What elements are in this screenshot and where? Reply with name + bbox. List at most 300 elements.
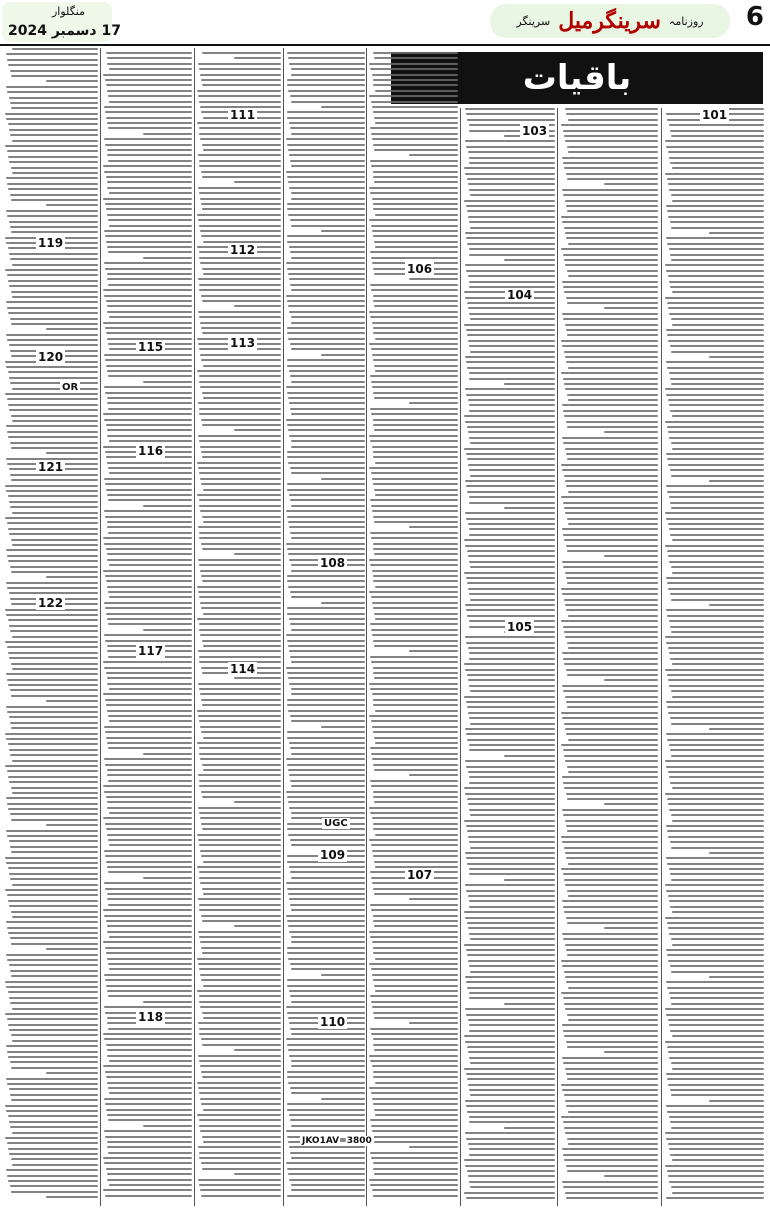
text-line xyxy=(10,1002,98,1004)
text-line xyxy=(567,1078,658,1080)
text-line xyxy=(103,1157,192,1159)
text-line xyxy=(566,1165,658,1167)
text-line xyxy=(375,958,458,960)
text-line xyxy=(291,198,365,200)
text-line xyxy=(465,976,555,978)
text-line xyxy=(468,307,555,309)
text-line xyxy=(709,1100,764,1102)
text-line xyxy=(201,359,281,361)
text-line xyxy=(103,693,192,695)
text-line xyxy=(667,954,764,956)
text-line xyxy=(109,440,192,442)
text-line xyxy=(287,144,365,146)
text-line xyxy=(372,198,458,200)
text-line xyxy=(374,429,458,431)
text-line xyxy=(287,731,365,733)
text-line xyxy=(604,431,658,433)
text-line xyxy=(8,404,98,406)
text-line xyxy=(109,1184,192,1186)
text-line xyxy=(670,378,764,380)
text-line xyxy=(289,370,365,372)
text-line xyxy=(103,817,192,819)
text-line xyxy=(565,480,658,482)
text-line xyxy=(9,873,98,875)
text-line xyxy=(200,198,281,200)
text-line xyxy=(565,140,658,142)
text-line xyxy=(103,165,192,167)
text-line xyxy=(46,452,98,454)
text-line xyxy=(203,1109,281,1111)
text-line xyxy=(470,194,555,196)
text-line xyxy=(106,489,192,491)
text-line xyxy=(289,246,365,248)
text-line xyxy=(291,165,365,167)
text-line xyxy=(6,177,98,179)
text-line xyxy=(566,733,658,735)
text-line xyxy=(567,766,658,768)
text-line xyxy=(107,1114,192,1116)
text-line xyxy=(286,510,365,512)
text-line xyxy=(668,399,764,401)
text-line xyxy=(203,1141,281,1143)
text-line xyxy=(672,696,764,698)
text-line xyxy=(373,451,459,453)
text-line xyxy=(104,791,192,793)
text-line xyxy=(291,909,365,911)
text-line xyxy=(369,591,458,593)
text-line xyxy=(288,893,365,895)
text-line xyxy=(12,1008,98,1010)
text-line xyxy=(103,785,192,787)
text-line xyxy=(374,801,458,803)
text-line xyxy=(665,1132,764,1134)
text-line xyxy=(107,122,192,124)
text-line xyxy=(200,1006,281,1008)
text-line xyxy=(9,253,98,255)
text-line xyxy=(288,677,365,679)
text-line xyxy=(469,1116,555,1118)
text-line xyxy=(106,985,192,987)
text-line xyxy=(566,669,658,671)
text-line xyxy=(372,882,458,884)
text-line xyxy=(104,419,192,421)
text-line xyxy=(291,968,365,970)
text-line xyxy=(107,1146,192,1148)
text-line xyxy=(669,189,764,191)
text-line xyxy=(7,339,98,341)
inline-fragment: JKO1AV=3800 xyxy=(302,1136,372,1146)
text-line xyxy=(9,533,98,535)
text-line xyxy=(143,629,193,631)
text-line xyxy=(200,570,281,572)
text-line xyxy=(288,397,365,399)
text-line xyxy=(370,127,458,129)
text-line xyxy=(105,327,192,329)
text-line xyxy=(563,626,658,628)
text-line xyxy=(468,151,555,153)
text-line xyxy=(370,1028,458,1030)
text-line xyxy=(466,453,555,455)
text-line xyxy=(562,933,658,935)
text-line xyxy=(467,550,555,552)
text-line xyxy=(6,210,98,212)
text-line xyxy=(669,776,764,778)
text-line xyxy=(290,408,365,410)
text-line xyxy=(6,954,98,956)
text-line xyxy=(109,225,192,227)
text-line xyxy=(668,307,764,309)
text-line xyxy=(372,1098,458,1100)
text-line xyxy=(288,769,365,771)
text-line xyxy=(567,890,658,892)
text-line xyxy=(667,367,764,369)
text-line xyxy=(604,927,658,929)
text-line xyxy=(9,1029,98,1031)
text-line xyxy=(106,1076,192,1078)
text-line xyxy=(375,338,458,340)
text-line xyxy=(197,990,281,992)
text-line xyxy=(291,693,365,695)
column-4 xyxy=(368,52,458,1206)
text-line xyxy=(201,451,281,453)
text-line xyxy=(104,510,192,512)
text-line xyxy=(198,435,281,437)
text-line xyxy=(670,658,764,660)
text-line xyxy=(464,820,555,822)
text-line xyxy=(105,235,192,237)
text-line xyxy=(287,456,365,458)
text-line xyxy=(143,257,193,259)
text-line xyxy=(197,1114,281,1116)
text-line xyxy=(372,1006,458,1008)
text-line xyxy=(199,284,281,286)
text-line xyxy=(234,553,281,555)
text-line xyxy=(670,841,764,843)
text-line xyxy=(202,920,281,922)
page-header xyxy=(0,0,770,46)
text-line xyxy=(567,550,658,552)
text-line xyxy=(372,1130,458,1132)
item-number: 108 xyxy=(320,556,346,570)
text-line xyxy=(199,780,281,782)
text-line xyxy=(467,739,555,741)
text-line xyxy=(103,661,192,663)
text-line xyxy=(666,146,764,148)
text-line xyxy=(669,1024,764,1026)
text-line xyxy=(670,1154,764,1156)
text-line xyxy=(467,830,555,832)
text-line xyxy=(671,631,764,633)
text-line xyxy=(565,944,658,946)
text-line xyxy=(12,668,98,670)
text-line xyxy=(373,419,459,421)
text-line xyxy=(9,905,98,907)
text-line xyxy=(566,981,658,983)
text-line xyxy=(567,1138,658,1140)
text-line xyxy=(373,1071,459,1073)
text-line xyxy=(106,861,192,863)
text-line xyxy=(465,421,555,423)
text-line xyxy=(198,898,281,900)
text-line xyxy=(564,167,658,169)
text-line xyxy=(665,1008,764,1010)
text-line xyxy=(565,760,658,762)
text-line xyxy=(286,634,365,636)
text-line xyxy=(370,1152,458,1154)
text-line xyxy=(374,553,458,555)
text-line xyxy=(469,469,555,471)
text-line xyxy=(709,852,764,854)
text-line xyxy=(287,176,365,178)
text-line xyxy=(106,548,192,550)
text-line xyxy=(107,278,192,280)
text-line xyxy=(108,591,192,593)
text-line xyxy=(107,1141,193,1143)
text-line xyxy=(667,426,764,428)
text-line xyxy=(291,413,365,415)
text-line xyxy=(202,1168,281,1170)
text-line xyxy=(466,113,555,115)
text-line xyxy=(504,259,555,261)
text-line xyxy=(375,246,458,248)
text-line xyxy=(372,726,458,728)
text-line xyxy=(290,284,365,286)
text-line xyxy=(369,467,458,469)
text-line xyxy=(669,652,764,654)
text-line xyxy=(291,936,365,938)
text-line xyxy=(672,167,764,169)
text-line xyxy=(108,780,192,782)
text-line xyxy=(504,507,555,509)
text-line xyxy=(286,386,365,388)
text-line xyxy=(106,332,192,334)
text-line xyxy=(467,615,555,617)
text-line xyxy=(10,194,98,196)
text-line xyxy=(562,900,658,902)
text-line xyxy=(290,715,365,717)
text-line xyxy=(467,706,555,708)
text-line xyxy=(561,248,658,250)
text-line xyxy=(108,467,192,469)
text-line xyxy=(568,647,658,649)
text-line xyxy=(467,426,555,428)
text-line xyxy=(469,404,555,406)
text-line xyxy=(469,749,555,751)
text-line xyxy=(466,1197,555,1199)
text-line xyxy=(370,440,458,442)
text-line xyxy=(202,828,281,830)
text-line xyxy=(373,79,459,81)
text-line xyxy=(290,1119,365,1121)
item-number: 101 xyxy=(702,108,728,122)
text-line xyxy=(288,521,365,523)
text-line xyxy=(561,124,658,126)
text-line xyxy=(105,979,192,981)
item-number: 115 xyxy=(138,340,164,354)
text-line xyxy=(291,1092,365,1094)
text-line xyxy=(565,728,658,730)
text-line xyxy=(9,501,98,503)
text-line xyxy=(468,431,555,433)
text-line xyxy=(467,243,555,245)
text-line xyxy=(143,1125,193,1127)
text-line xyxy=(563,162,658,164)
text-line xyxy=(467,863,555,865)
text-line xyxy=(291,720,365,722)
text-line xyxy=(202,52,281,54)
text-line xyxy=(107,990,192,992)
text-line xyxy=(108,1152,192,1154)
text-line xyxy=(564,475,658,477)
text-line xyxy=(567,426,658,428)
text-line xyxy=(287,84,365,86)
text-line xyxy=(291,322,365,324)
text-line xyxy=(466,577,555,579)
text-line xyxy=(199,995,281,997)
text-line xyxy=(287,699,365,701)
text-line xyxy=(370,499,458,501)
text-line xyxy=(566,949,658,951)
text-line xyxy=(670,254,764,256)
text-line xyxy=(234,57,281,59)
text-line xyxy=(466,825,555,827)
text-line xyxy=(290,871,365,873)
text-line xyxy=(670,1121,764,1123)
text-line xyxy=(669,404,764,406)
text-line xyxy=(709,604,764,606)
text-line xyxy=(11,415,98,417)
text-line xyxy=(562,717,658,719)
text-line xyxy=(104,354,192,356)
text-line xyxy=(563,534,658,536)
text-line xyxy=(370,936,458,938)
text-line xyxy=(198,715,281,717)
text-line xyxy=(287,672,365,674)
text-line xyxy=(287,1012,365,1014)
text-line xyxy=(198,1146,281,1148)
text-line xyxy=(372,74,458,76)
text-line xyxy=(375,370,458,372)
text-line xyxy=(670,410,764,412)
text-line xyxy=(373,295,459,297)
text-line xyxy=(107,774,192,776)
text-line xyxy=(11,1067,98,1069)
text-line xyxy=(291,688,365,690)
text-line xyxy=(287,483,365,485)
text-line xyxy=(604,679,658,681)
item-number: 106 xyxy=(407,262,433,276)
text-line xyxy=(199,408,281,410)
text-line xyxy=(566,577,658,579)
text-line xyxy=(370,408,458,410)
text-line xyxy=(409,1022,459,1024)
text-line xyxy=(104,1038,192,1040)
text-line xyxy=(567,954,658,956)
text-line xyxy=(291,472,365,474)
text-line xyxy=(562,652,658,654)
column-2 xyxy=(560,108,658,1206)
text-line xyxy=(563,1121,658,1123)
text-line xyxy=(371,596,458,598)
text-line xyxy=(201,731,281,733)
text-line xyxy=(8,495,98,497)
text-line xyxy=(373,1076,458,1078)
text-line xyxy=(5,641,98,643)
text-line xyxy=(470,442,555,444)
text-line xyxy=(667,491,764,493)
text-line xyxy=(199,656,281,658)
text-line xyxy=(290,995,365,997)
text-line xyxy=(289,650,365,652)
text-line xyxy=(291,941,365,943)
text-line xyxy=(287,737,365,739)
text-line xyxy=(7,150,98,152)
text-line xyxy=(107,521,193,523)
text-line xyxy=(104,850,192,852)
text-line xyxy=(286,295,365,297)
text-line xyxy=(198,931,281,933)
text-line xyxy=(562,313,658,315)
text-line xyxy=(202,392,281,394)
text-line xyxy=(107,958,193,960)
text-line xyxy=(143,1001,193,1003)
text-line xyxy=(373,424,458,426)
text-line xyxy=(199,785,281,787)
text-line xyxy=(201,855,281,857)
text-line xyxy=(670,626,764,628)
text-line xyxy=(8,560,98,562)
text-line xyxy=(469,933,555,935)
text-line xyxy=(106,672,192,674)
text-line xyxy=(105,764,192,766)
text-line xyxy=(289,1146,365,1148)
text-line xyxy=(7,770,98,772)
text-line xyxy=(566,421,658,423)
text-line xyxy=(105,483,192,485)
item-number: 112 xyxy=(230,243,256,257)
text-line xyxy=(203,985,281,987)
text-line xyxy=(12,636,98,638)
text-line xyxy=(321,230,365,232)
text-line xyxy=(7,183,98,185)
text-line xyxy=(288,1082,365,1084)
text-line xyxy=(667,458,764,460)
text-line xyxy=(667,582,764,584)
text-line xyxy=(666,766,764,768)
text-line xyxy=(467,302,555,304)
text-line xyxy=(291,381,365,383)
text-line xyxy=(665,512,764,514)
text-line xyxy=(290,1152,365,1154)
text-line xyxy=(469,658,555,660)
text-line xyxy=(371,133,458,135)
text-line xyxy=(291,289,365,291)
text-line xyxy=(372,850,458,852)
text-line xyxy=(665,297,764,299)
text-line xyxy=(109,101,192,103)
text-line xyxy=(375,1082,458,1084)
text-line xyxy=(286,138,365,140)
text-line xyxy=(6,490,98,492)
text-line xyxy=(199,1028,281,1030)
text-line xyxy=(199,1092,281,1094)
text-line xyxy=(234,677,281,679)
text-line xyxy=(199,623,281,625)
text-line xyxy=(372,570,458,572)
text-line xyxy=(5,857,98,859)
text-line xyxy=(9,409,98,411)
text-line xyxy=(11,231,98,233)
